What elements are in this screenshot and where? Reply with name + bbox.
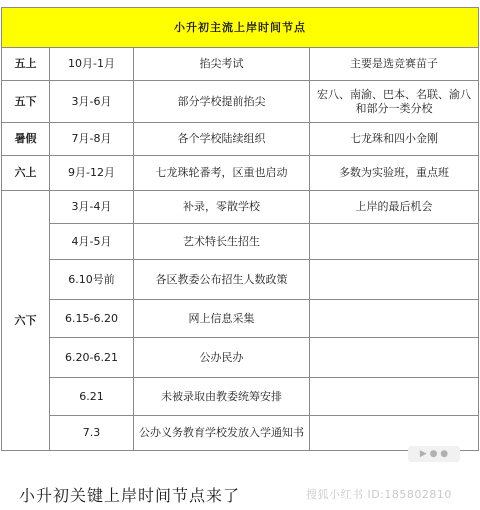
- note-cell: [310, 260, 479, 300]
- table-row: [2, 156, 479, 191]
- note-line: 和部分一类分校: [355, 101, 433, 115]
- table-row: [2, 416, 479, 451]
- event-cell: 未被录取由教委统筹安排: [134, 378, 310, 416]
- event-cell: 艺术特长生招生: [134, 224, 310, 260]
- table-row: [2, 81, 479, 123]
- note-cell: 七龙珠和四小金刚: [310, 123, 479, 156]
- note-cell: [310, 338, 479, 378]
- period-cell: 3月-4月: [50, 191, 134, 224]
- note-cell: 上岸的最后机会: [310, 191, 479, 224]
- event-cell: 各区教委公布招生人数政策: [134, 260, 310, 300]
- event-cell: 掐尖考试: [134, 48, 310, 81]
- note-cell: [310, 224, 479, 260]
- period-cell: 3月-6月: [50, 81, 134, 123]
- term-cell: 五下: [2, 81, 50, 123]
- term-cell: 五上: [2, 48, 50, 81]
- note-cell: [310, 378, 479, 416]
- period-cell: 6.10号前: [50, 260, 134, 300]
- note-cell: [310, 300, 479, 338]
- note-line: 宏八、南渝、巴本、名联、渝八: [317, 87, 471, 101]
- period-cell: 6.21: [50, 378, 134, 416]
- event-cell: 公办民办: [134, 338, 310, 378]
- table-row: [2, 300, 479, 338]
- event-cell: 各个学校陆续组织: [134, 123, 310, 156]
- timeline-table: [1, 7, 479, 451]
- table-row: [2, 191, 479, 224]
- table-title: 小升初主流上岸时间节点: [2, 8, 479, 48]
- event-cell: 七龙珠轮番考，区重也启动: [134, 156, 310, 191]
- event-cell: 公办义务教育学校发放入学通知书: [134, 416, 310, 451]
- event-cell: 部分学校提前掐尖: [134, 81, 310, 123]
- period-cell: 10月-1月: [50, 48, 134, 81]
- event-cell: 网上信息采集: [134, 300, 310, 338]
- post-caption: 小升初关键上岸时间节点来了: [19, 486, 241, 505]
- period-cell: 6.20-6.21: [50, 338, 134, 378]
- term-cell: 暑假: [2, 123, 50, 156]
- note-cell: 主要是选竞赛苗子: [310, 48, 479, 81]
- event-cell: 补录，零散学校: [134, 191, 310, 224]
- table-row: [2, 123, 479, 156]
- period-cell: 7.3: [50, 416, 134, 451]
- note-cell: [310, 81, 479, 123]
- table-row: [2, 224, 479, 260]
- term-cell: 六上: [2, 156, 50, 191]
- note-cell: 多数为实验班，重点班: [310, 156, 479, 191]
- table-row: [2, 378, 479, 416]
- table-title-row: [2, 8, 479, 48]
- table-row: [2, 260, 479, 300]
- term-cell: 六下: [2, 191, 50, 451]
- table-row: [2, 48, 479, 81]
- period-cell: 4月-5月: [50, 224, 134, 260]
- period-cell: 9月-12月: [50, 156, 134, 191]
- period-cell: 7月-8月: [50, 123, 134, 156]
- table-row: [2, 338, 479, 378]
- watermark-text: 搜狐小红书 ID:185802810: [306, 488, 452, 501]
- watermark-stamp: ▶ ● ●: [408, 446, 460, 462]
- period-cell: 6.15-6.20: [50, 300, 134, 338]
